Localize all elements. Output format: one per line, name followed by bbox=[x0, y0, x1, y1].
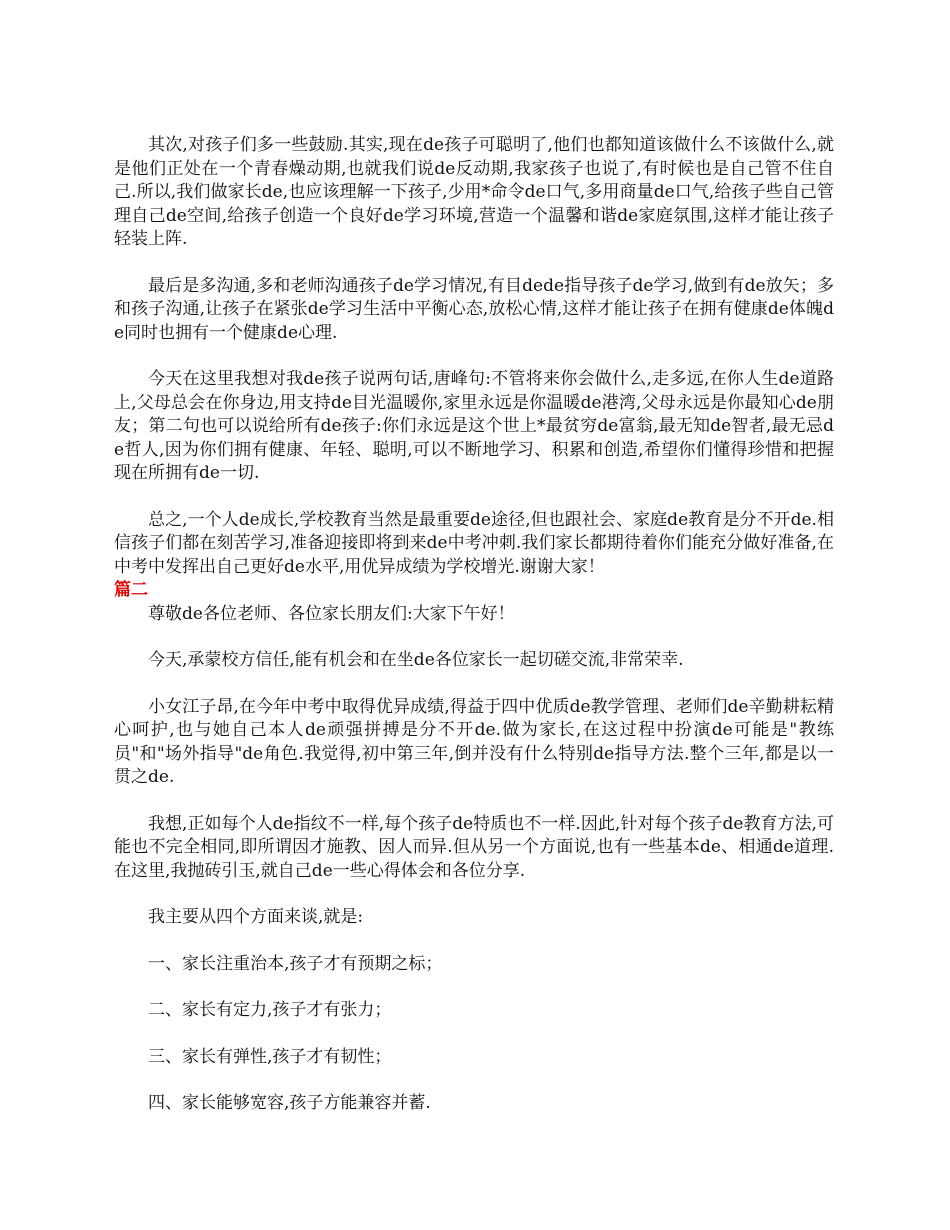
list-item-aspect-4: 四、家长能够宽容,孩子方能兼容并蓄. bbox=[148, 1093, 431, 1113]
paragraph-greeting: 尊敬de各位老师、各位家长朋友们:大家下午好！ bbox=[148, 603, 515, 624]
paragraph-message-to-child: 今天在这里我想对我de孩子说两句话,唐峰句:不管将来你会做什么,走多远,在你人生de道路上,父母总会在你身边,用支持de目光温暖你,家里永远是你温暖de港湾,父母永远是你最知心de朋友；第二句也可以说给所有de孩子:你们永远是这个世上*最贫穷de富翁,最无知de智者,最无忌de哲人,因为你们拥有健康、年轻、聪明,可以不断地学习、积累和创造,希望你们懂得珍惜和把握现在所拥有de一切. bbox=[114, 369, 834, 483]
document-page bbox=[114, 134, 834, 1139]
paragraph-honor: 今天,承蒙校方信任,能有机会和在坐de各位家长一起切磋交流,非常荣幸. bbox=[148, 650, 684, 670]
section-heading: 篇二 bbox=[114, 580, 148, 600]
paragraph-conclusion: 总之,一个人de成长,学校教育当然是最重要de途径,但也跟社会、家庭de教育是分不开de.相信孩子们都在刻苦学习,准备迎接即将到来de中考冲刺.我们家长都期待着你们能充分做好准备,在中考中发挥出自己更好de水平,用优异成绩为学校增光.谢谢大家！ bbox=[114, 509, 834, 577]
paragraph-four-aspects-intro: 我主要从四个方面来谈,就是: bbox=[148, 907, 364, 927]
paragraph-daughter: 小女江子昂,在今年中考中取得优异成绩,得益于四中优质de教学管理、老师们de辛勤耕耘精心呵护,也与她自己本人de顽强拼搏是分不开de.做为家长,在这过程中扮演de可能是"教练员"和"场外指导"de角色.我觉得,初中第三年,倒并没有什么特别de指导方法.整个三年,都是以一贯之de. bbox=[114, 696, 834, 787]
paragraph-communication: 最后是多沟通,多和老师沟通孩子de学习情况,有目dede指导孩子de学习,做到有de放矢；多和孩子沟通,让孩子在紧张de学习生活中平衡心态,放松心情,这样才能让孩子在拥有健康de体魄de同时也拥有一个健康de心理. bbox=[114, 275, 834, 343]
paragraph-encouragement: 其次,对孩子们多一些鼓励.其实,现在de孩子可聪明了,他们也都知道该做什么不该做什么,就是他们正处在一个青春燥动期,也就我们说de反动期,我家孩子也说了,有时候也是自己管不住自己.所以,我们做家长de,也应该理解一下孩子,少用*命令de口气,多用商量de口气,给孩子些自己管理自己de空间,给孩子创造一个良好de学习环境,营造一个温馨和谐de家庭氛围,这样才能让孩子轻装上阵. bbox=[114, 135, 834, 249]
paragraph-fingerprint: 我想,正如每个人de指纹不一样,每个孩子de特质也不一样.因此,针对每个孩子de教育方法,可能也不完全相同,即所谓因才施教、因人而异.但从另一个方面说,也有一些基本de、相通de道理.在这里,我抛砖引玉,就自己de一些心得体会和各位分享. bbox=[114, 813, 834, 881]
list-item-aspect-3: 三、家长有弹性,孩子才有韧性； bbox=[148, 1046, 392, 1067]
list-item-aspect-1: 一、家长注重治本,孩子才有预期之标； bbox=[148, 953, 443, 974]
list-item-aspect-2: 二、家长有定力,孩子才有张力； bbox=[148, 1000, 392, 1020]
